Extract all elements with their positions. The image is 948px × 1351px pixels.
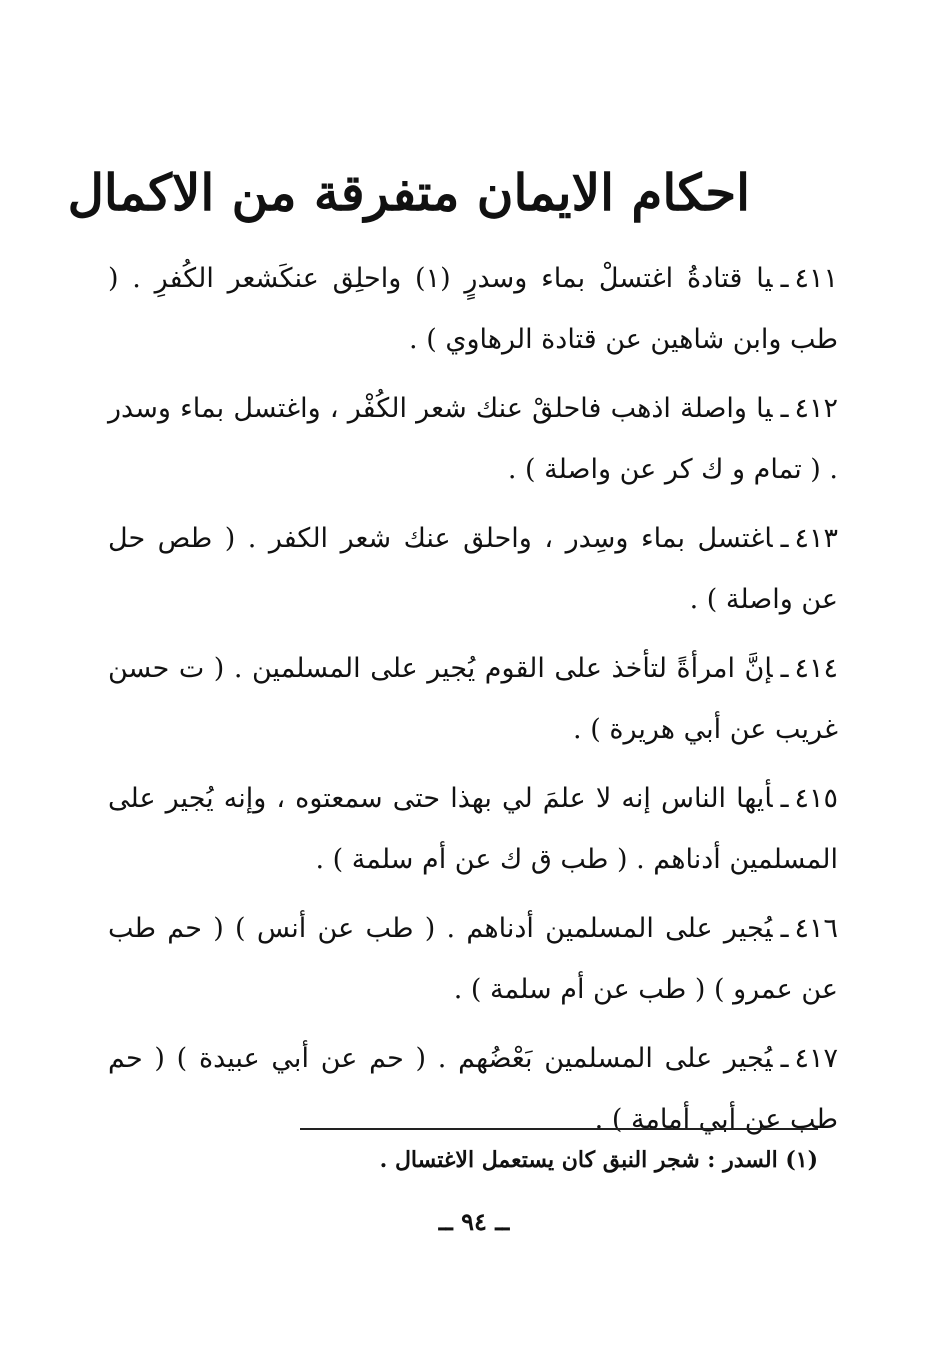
hadith-entry-416 <box>108 898 838 1020</box>
hadith-entry-412 <box>108 378 838 500</box>
entry-number: ٤١٥ <box>794 783 838 814</box>
entry-number: ٤١٧ <box>794 1043 838 1074</box>
hadith-entry-413 <box>108 508 838 630</box>
entry-text: يُجير على المسلمين بَعْضُهم . ( حم عن أبي عبيدة ) ( حم طب عن أبي أمامة ) . <box>108 1043 838 1135</box>
entry-dash: ـ <box>780 783 789 814</box>
entry-dash: ـ <box>780 913 789 944</box>
footnote-divider <box>300 1128 818 1130</box>
footnote: (١) السدر : شجر النبق كان يستعمل الاغتسال . <box>379 1147 818 1173</box>
entry-number: ٤١٦ <box>794 913 838 944</box>
hadith-list <box>108 248 838 1158</box>
entry-number: ٤١٤ <box>794 653 838 684</box>
hadith-entry-411 <box>108 248 838 370</box>
entry-text: اغتسل بماء وسِدر ، واحلق عنك شعر الكفر . ( طص حل عن واصلة ) . <box>108 523 838 615</box>
entry-text: أيها الناس إنه لا علمَ لي بهذا حتى سمعتوه ، وإنه يُجير على المسلمين أدناهم . ( طب ق ك عن أم سلمة ) . <box>108 783 838 875</box>
hadith-entry-414 <box>108 638 838 760</box>
entry-number: ٤١١ <box>794 263 838 294</box>
entry-dash: ـ <box>780 653 789 684</box>
entry-dash: ـ <box>780 1043 789 1074</box>
entry-text: إنَّ امرأةً لتأخذ على القوم يُجير على المسلمين . ( ت حسن غريب عن أبي هريرة ) . <box>108 653 838 745</box>
entry-text: يا واصلة اذهب فاحلقْ عنك شعر الكُفْر ، واغتسل بماء وسدر . ( تمام و ك كر عن واصلة ) . <box>108 393 838 485</box>
page-title: احكام الايمان متفرقة من الاكمال <box>67 163 750 222</box>
page-number: ــ ٩٤ ــ <box>438 1207 510 1236</box>
entry-dash: ـ <box>780 263 789 294</box>
entry-number: ٤١٢ <box>794 393 838 424</box>
entry-dash: ـ <box>780 523 789 554</box>
hadith-entry-417 <box>108 1028 838 1150</box>
entry-number: ٤١٣ <box>794 523 838 554</box>
entry-text: يُجير على المسلمين أدناهم . ( طب عن أنس ) ( حم طب عن عمرو ) ( طب عن أم سلمة ) . <box>108 913 838 1005</box>
hadith-entry-415 <box>108 768 838 890</box>
entry-text: يا قتادةُ اغتسلْ بماء وسدرٍ (١) واحلِق عنكَشعر الكُفرِ . ( طب وابن شاهين عن قتادة الرهاوي ) . <box>108 263 838 355</box>
entry-dash: ـ <box>780 393 789 424</box>
